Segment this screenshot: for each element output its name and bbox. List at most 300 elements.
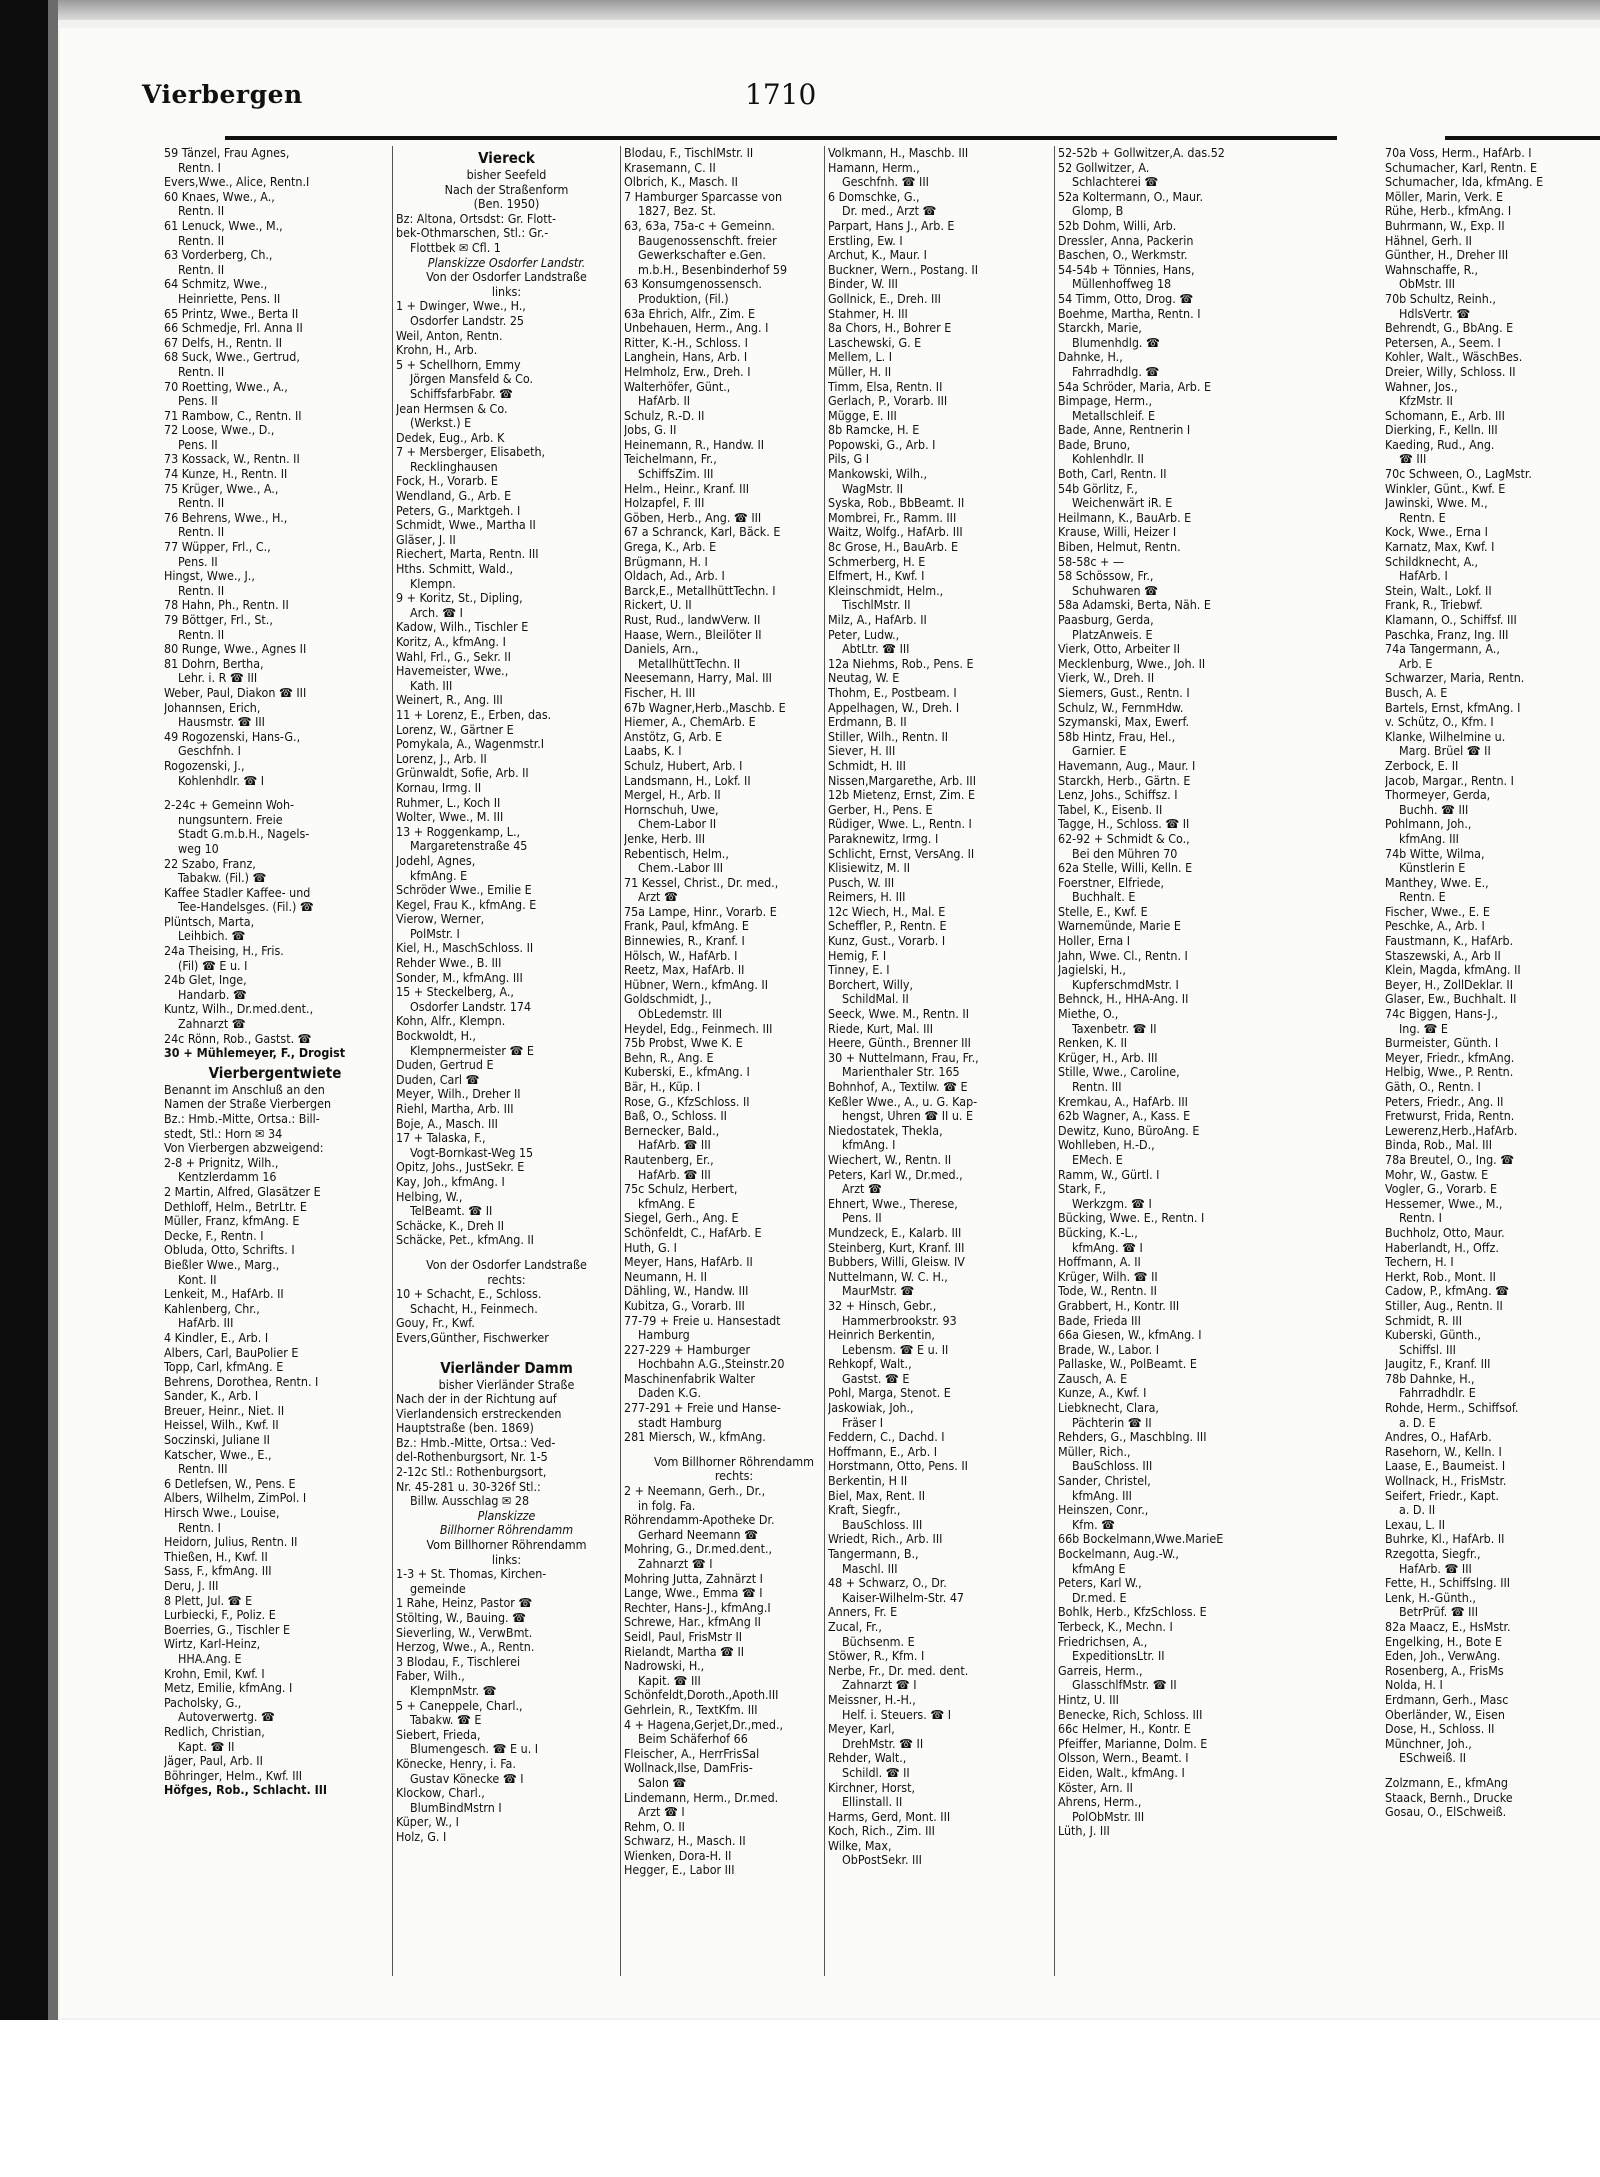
- directory-entry: BauSchloss. III: [842, 1517, 923, 1532]
- directory-entry: Meyer, Hans, HafArb. II: [624, 1255, 753, 1270]
- directory-entry: Maschl. III: [842, 1561, 898, 1576]
- directory-entry: Stölting, W., Bauing. ☎: [396, 1611, 527, 1625]
- directory-entry: 78b Dahnke, H.,: [1385, 1371, 1475, 1386]
- directory-entry: PlatzAnweis. E: [1072, 627, 1153, 642]
- directory-entry: Hochbahn A.G.,Steinstr.20: [638, 1357, 785, 1372]
- directory-entry: Pohl, Marga, Stenot. E: [828, 1386, 951, 1401]
- street-heading: Vierländer Damm: [440, 1358, 573, 1377]
- directory-entry: Dethloff, Helm., BetrLtr. E: [164, 1199, 307, 1214]
- directory-entry: Bz: Altona, Ortsdst: Gr. Flott-: [396, 211, 557, 226]
- directory-entry: Koch, Rich., Zim. III: [828, 1824, 935, 1839]
- directory-entry: Gerber, H., Pens. E: [828, 802, 933, 817]
- directory-entry: Katscher, Wwe., E.,: [164, 1447, 272, 1462]
- directory-entry: Krohn, H., Arb.: [396, 343, 478, 358]
- directory-entry: Blumengesch. ☎ E u. I: [410, 1742, 539, 1757]
- directory-entry: Fretwurst, Frida, Rentn.: [1385, 1109, 1515, 1124]
- directory-entry: Stadt G.m.b.H., Nagels-: [178, 827, 310, 842]
- directory-entry: Hoffmann, E., Arb. I: [828, 1444, 938, 1459]
- directory-entry: 4 + Hagena,Gerjet,Dr.,med.,: [624, 1717, 784, 1732]
- directory-entry: Margaretenstraße 45: [410, 839, 528, 854]
- directory-entry: Tabel, K., Eisenb. II: [1058, 802, 1163, 817]
- scan-margin-bottom: [0, 2020, 1600, 2177]
- directory-entry: in folg. Fa.: [638, 1498, 696, 1513]
- directory-page: [60, 28, 1600, 2018]
- directory-entry: Milz, A., HafArb. II: [828, 613, 927, 627]
- directory-entry: 78 Hahn, Ph., Rentn. II: [164, 598, 289, 613]
- directory-entry: 59 Tänzel, Frau Agnes,: [164, 146, 290, 160]
- directory-entry: Kapit. ☎ III: [638, 1673, 701, 1688]
- directory-entry: 75b Probst, Wwe K. E: [624, 1036, 743, 1051]
- directory-entry: Liebknecht, Clara,: [1058, 1401, 1159, 1416]
- directory-entry: Bz.: Hmb.-Mitte, Ortsa.: Bill-: [164, 1112, 320, 1126]
- column-divider: [1054, 146, 1055, 1976]
- directory-entry: Mecklenburg, Wwe., Joh. II: [1058, 656, 1206, 671]
- directory-entry: Weber, Paul, Diakon ☎ III: [164, 685, 307, 700]
- directory-entry: Schuhwaren ☎: [1072, 583, 1159, 598]
- directory-entry: Klempnermeister ☎ E: [410, 1043, 534, 1058]
- directory-entry: Krüger, H., Arb. III: [1058, 1050, 1158, 1065]
- directory-entry: weg 10: [178, 841, 219, 856]
- directory-entry: Jaskowiak, Joh.,: [828, 1401, 914, 1416]
- directory-entry: Hemig, F. I: [828, 948, 887, 963]
- directory-entry: Anstötz, G, Arb. E: [624, 729, 723, 744]
- directory-entry: Faber, Wilh.,: [396, 1669, 465, 1684]
- directory-entry: 2 Martin, Alfred, Glasätzer E: [164, 1184, 321, 1199]
- directory-entry: Gustav Könecke ☎ I: [410, 1771, 524, 1786]
- directory-entry: Dedek, Eug., Arb. K: [396, 430, 505, 445]
- directory-entry: 5 + Caneppele, Charl.,: [396, 1698, 523, 1713]
- directory-entry: Gollnick, E., Dreh. III: [828, 291, 941, 306]
- directory-entry: Salon ☎: [638, 1775, 687, 1790]
- directory-entry: Fahrradhdlr. E: [1399, 1386, 1476, 1401]
- directory-entry: Klempn.: [410, 576, 456, 591]
- directory-entry: Tode, W., Rentn. II: [1058, 1284, 1157, 1299]
- directory-entry: Lurbiecki, F., Poliz. E: [164, 1608, 276, 1623]
- directory-entry: Osdorfer Landstr. 174: [410, 999, 532, 1014]
- directory-entry: Hausmstr. ☎ III: [178, 715, 265, 730]
- directory-entry: Arb. E: [1399, 656, 1433, 671]
- directory-entry: KupferschmdMstr. I: [1072, 977, 1179, 992]
- directory-entry: Sass, F., kfmAng. III: [164, 1564, 272, 1579]
- directory-entry: Stein, Walt., Lokf. II: [1385, 583, 1492, 598]
- directory-entry: Pacholsky, G.,: [164, 1695, 242, 1710]
- directory-entry: Gehrlein, R., TextKfm. III: [624, 1702, 758, 1717]
- directory-entry: Sieverling, W., VerwBmt.: [396, 1625, 533, 1640]
- directory-entry: bisher Vierländer Straße: [438, 1377, 575, 1392]
- directory-entry: Hegger, E., Labor III: [624, 1863, 735, 1878]
- directory-entry: Bade, Bruno,: [1058, 437, 1131, 452]
- directory-entry: Maschinenfabrik Walter: [624, 1371, 756, 1386]
- directory-entry: [164, 788, 386, 798]
- directory-entry: 76 Behrens, Wwe., H.,: [164, 510, 288, 525]
- directory-entry: bek-Othmarschen, Stl.: Gr.-: [396, 226, 549, 241]
- directory-entry: Arzt ☎ I: [638, 1805, 685, 1820]
- directory-entry: 77 Wüpper, Frl., C.,: [164, 540, 271, 555]
- directory-entry: Elfmert, H., Kwf. I: [828, 569, 925, 584]
- directory-entry: Mellem, L. I: [828, 350, 893, 365]
- directory-entry: Volkmann, H., Maschb. III: [828, 146, 969, 160]
- directory-entry: Münchner, Joh.,: [1385, 1736, 1472, 1751]
- directory-entry: Mügge, E. III: [828, 408, 897, 423]
- directory-entry: PolMstr. I: [410, 926, 460, 941]
- directory-entry: Jagielski, H.,: [1058, 963, 1126, 978]
- directory-entry: Lehr. i. R ☎ III: [178, 671, 258, 686]
- directory-entry: Von Vierbergen abzweigend:: [164, 1141, 324, 1156]
- directory-entry: 58b Hintz, Frau, Hel.,: [1058, 729, 1176, 744]
- directory-entry: SchiffsZim. III: [638, 467, 714, 482]
- directory-entry: [624, 1445, 844, 1455]
- directory-entry: HdlsVertr. ☎: [1399, 306, 1471, 321]
- directory-entry: Bockwoldt, H.,: [396, 1029, 476, 1044]
- directory-entry: Jahn, Wwe. Cl., Rentn. I: [1058, 948, 1188, 963]
- directory-entry: Kohler, Walt., WäschBes.: [1385, 350, 1523, 365]
- directory-entry: Rehders, G., Maschblng. III: [1058, 1430, 1207, 1445]
- directory-entry: 54b Görlitz, F.,: [1058, 481, 1138, 496]
- directory-entry: Holler, Erna I: [1058, 934, 1131, 949]
- directory-entry: Beim Schäferhof 66: [638, 1732, 748, 1747]
- column-2: [396, 146, 617, 1996]
- directory-entry: Krasemann, C. II: [624, 160, 716, 175]
- directory-entry: Soczinski, Juliane II: [164, 1433, 270, 1448]
- directory-entry: Schildl. ☎ II: [842, 1765, 910, 1780]
- directory-entry: Cadow, P., kfmAng. ☎: [1385, 1284, 1510, 1299]
- directory-entry: Jaugitz, F., Kranf. III: [1385, 1357, 1491, 1372]
- directory-entry: kfmAng E: [1072, 1561, 1126, 1576]
- directory-entry: Holz, G. I: [396, 1829, 447, 1844]
- directory-entry: KfzMstr. II: [1399, 394, 1453, 409]
- directory-entry: Günther, H., Dreher III: [1385, 248, 1509, 263]
- directory-entry: Horstmann, Otto, Pens. II: [828, 1459, 968, 1474]
- directory-entry: Andres, O., HafArb.: [1385, 1430, 1492, 1445]
- directory-entry: Fette, H., Schiffslng. III: [1385, 1576, 1511, 1591]
- directory-entry: Vom Billhorner Röhrendamm: [426, 1538, 587, 1553]
- directory-entry: Evers,Wwe., Alice, Rentn.I: [164, 175, 310, 190]
- directory-entry: Heinrich Berkentin,: [828, 1328, 935, 1343]
- directory-entry: 24c Rönn, Rob., Gastst. ☎: [164, 1031, 312, 1046]
- directory-entry: 79 Böttger, Frl., St.,: [164, 613, 273, 627]
- directory-entry: Wollnack,Ilse, DamFris-: [624, 1761, 753, 1776]
- directory-entry: Stelle, E., Kwf. E: [1058, 904, 1148, 919]
- directory-entry: Plüntsch, Marta,: [164, 914, 255, 929]
- directory-entry: 54-54b + Tönnies, Hans,: [1058, 262, 1195, 277]
- directory-entry: Dr.med. E: [1072, 1590, 1127, 1605]
- directory-entry: 71 Rambow, C., Rentn. II: [164, 408, 302, 423]
- directory-entry: Lüth, J. III: [1058, 1824, 1110, 1839]
- directory-entry: bisher Seefeld: [466, 168, 547, 182]
- directory-entry: Fleischer, A., HerrFrisSal: [624, 1746, 760, 1761]
- directory-entry: Terbeck, K., Mechn. I: [1058, 1619, 1173, 1634]
- directory-entry: Künstlerin E: [1399, 861, 1466, 876]
- directory-entry: Berkentin, H II: [828, 1474, 908, 1489]
- directory-entry: Köster, Arn. II: [1058, 1780, 1133, 1795]
- directory-entry: Nach der Straßenform: [444, 182, 569, 197]
- directory-entry: Thohm, E., Postbeam. I: [828, 685, 957, 700]
- column-5: [1058, 146, 1276, 1996]
- directory-entry: 71 Kessel, Christ., Dr. med.,: [624, 875, 779, 890]
- directory-entry: 74b Witte, Wilma,: [1385, 846, 1485, 861]
- directory-entry: Klockow, Charl.,: [396, 1786, 485, 1801]
- directory-entry: Lorenz, W., Gärtner E: [396, 722, 514, 737]
- directory-entry: Kaiser-Wilhelm-Str. 47: [842, 1590, 964, 1605]
- directory-entry: Pens. II: [842, 1211, 882, 1226]
- directory-entry: Nissen,Margarethe, Arb. III: [828, 773, 976, 788]
- directory-entry: Faustmann, K., HafArb.: [1385, 934, 1514, 949]
- directory-entry: Opitz, Johs., JustSekr. E: [396, 1160, 525, 1175]
- directory-entry: Marienthaler Str. 165: [842, 1065, 960, 1080]
- directory-entry: Müller, Rich.,: [1058, 1444, 1131, 1459]
- directory-entry: Erstling, Ew. I: [828, 233, 903, 248]
- directory-entry: Blodau, F., TischlMstr. II: [624, 146, 754, 160]
- directory-entry: Gerlach, P., Vorarb. III: [828, 394, 948, 409]
- directory-entry: Arch. ☎ I: [410, 605, 463, 620]
- directory-entry: Gerhard Neemann ☎: [638, 1527, 759, 1542]
- directory-entry: stedt, Stl.: Horn ✉ 34: [164, 1126, 283, 1141]
- directory-entry: 22 Szabo, Franz,: [164, 856, 256, 871]
- directory-entry: Vierk, W., Dreh. II: [1058, 671, 1155, 686]
- directory-entry: Hauptstraße (ben. 1869): [396, 1421, 534, 1436]
- directory-entry: Klisiewitz, M. II: [828, 861, 911, 876]
- directory-entry: Obluda, Otto, Schrifts. I: [164, 1243, 295, 1258]
- directory-entry: Bz.: Hmb.-Mitte, Ortsa.: Ved-: [396, 1435, 556, 1450]
- directory-entry: Langhein, Hans, Arb. I: [624, 350, 748, 365]
- directory-entry: Hornschuh, Uwe,: [624, 802, 719, 817]
- directory-entry: Laabs, K. I: [624, 744, 682, 759]
- directory-entry: Oberländer, W., Eisen: [1385, 1707, 1505, 1722]
- directory-entry: Autoverwertg. ☎: [178, 1710, 275, 1725]
- directory-entry: 77-79 + Freie u. Hansestadt: [624, 1313, 781, 1328]
- directory-entry: Hintz, U. III: [1058, 1692, 1119, 1707]
- directory-entry: AbtLtr. ☎ III: [842, 642, 910, 657]
- directory-entry: Leihbich. ☎: [178, 929, 246, 944]
- directory-entry: Siegel, Gerh., Ang. E: [624, 1211, 739, 1226]
- directory-entry: Schmidt, R. III: [1385, 1313, 1462, 1328]
- directory-entry: (Fil) ☎ E u. I: [178, 958, 248, 973]
- directory-entry: Feddern, C., Dachd. I: [828, 1430, 945, 1445]
- directory-entry: Sander, K., Arb. I: [164, 1389, 259, 1404]
- directory-entry: Wiechert, W., Rentn. II: [828, 1152, 952, 1167]
- directory-entry: Kohn, Alfr., Klempn.: [396, 1014, 506, 1029]
- directory-entry: Szymanski, Max, Ewerf.: [1058, 715, 1190, 730]
- directory-entry: Rose, G., KfzSchloss. II: [624, 1094, 750, 1109]
- directory-entry: nungsuntern. Freie: [178, 812, 283, 827]
- directory-entry: Mankowski, Wilh.,: [828, 467, 927, 482]
- directory-entry: Dose, H., Schloss. II: [1385, 1722, 1495, 1737]
- directory-entry: 70b Schultz, Reinh.,: [1385, 291, 1496, 306]
- directory-entry: Neumann, H. II: [624, 1269, 707, 1284]
- header-rule: [225, 136, 1337, 140]
- directory-entry: Bade, Anne, Rentnerin I: [1058, 423, 1191, 438]
- directory-entry: Garreis, Herm.,: [1058, 1663, 1143, 1678]
- directory-entry: Schulz, R.-D. II: [624, 408, 705, 423]
- directory-entry: 78a Breutel, O., Ing. ☎: [1385, 1152, 1515, 1167]
- directory-entry: Duden, Gertrud E: [396, 1058, 494, 1073]
- directory-entry: SchildMal. II: [842, 992, 909, 1007]
- directory-entry: [396, 1346, 617, 1356]
- directory-entry: Kirchner, Horst,: [828, 1780, 915, 1795]
- directory-entry: Anners, Fr. E: [828, 1605, 898, 1620]
- directory-entry: Schönfeldt,Doroth.,Apoth.III: [624, 1688, 779, 1703]
- directory-entry: Müller, H. II: [828, 364, 892, 379]
- directory-entry: Pens. II: [178, 554, 218, 569]
- directory-entry: 62a Stelle, Willi, Kelln. E: [1058, 861, 1193, 876]
- directory-entry: Helbing, W.,: [396, 1189, 463, 1204]
- directory-entry: Bockelmann, Aug.-W.,: [1058, 1547, 1179, 1561]
- directory-entry: Nerbe, Fr., Dr. med. dent.: [828, 1663, 969, 1678]
- directory-entry: Jäger, Paul, Arb. II: [164, 1754, 263, 1769]
- directory-entry: Hamann, Herm.,: [828, 160, 920, 175]
- directory-entry: Jacob, Margar., Rentn. I: [1385, 773, 1514, 788]
- directory-entry: Paraknewitz, Irmg. I: [828, 831, 939, 846]
- directory-entry: 12a Niehms, Rob., Pens. E: [828, 656, 974, 671]
- directory-entry: Schmidt, H. III: [828, 758, 906, 773]
- directory-entry: Hths. Schmitt, Wald.,: [396, 562, 514, 577]
- directory-entry: Rentn. III: [178, 1462, 228, 1477]
- directory-entry: Dressler, Anna, Packerin: [1058, 233, 1194, 248]
- directory-entry: Schmidt, Wwe., Martha II: [396, 518, 536, 533]
- directory-entry: Binnewies, R., Kranf. I: [624, 934, 745, 949]
- directory-entry: 48 + Schwarz, O., Dr.: [828, 1576, 947, 1591]
- directory-entry: Geschfnh. ☎ III: [842, 175, 929, 190]
- scan-edge-dark: [0, 0, 48, 2020]
- directory-entry: 7 + Mersberger, Elisabeth,: [396, 445, 546, 460]
- directory-entry: Stahmer, H. III: [828, 306, 908, 321]
- directory-entry: Duden, Carl ☎: [396, 1072, 480, 1087]
- directory-entry: 6 Domschke, G.,: [828, 189, 920, 204]
- directory-entry: HafArb. I: [1399, 569, 1448, 584]
- directory-entry: Waitz, Wolfg., HafArb. III: [828, 525, 963, 540]
- directory-entry: Weinert, R., Ang. III: [396, 693, 503, 708]
- directory-entry: Hölsch, W., HafArb. I: [624, 948, 738, 963]
- directory-entry: Namen der Straße Vierbergen: [164, 1097, 332, 1112]
- column-1: [164, 146, 386, 1996]
- directory-entry: Friedrichsen, A.,: [1058, 1634, 1148, 1649]
- directory-entry: Buhrmann, W., Exp. II: [1385, 218, 1505, 233]
- directory-entry: Breuer, Heinr., Niet. II: [164, 1403, 285, 1418]
- directory-entry: Landsmann, H., Lokf. II: [624, 773, 751, 788]
- directory-entry: Kuntz, Wilh., Dr.med.dent.,: [164, 1002, 314, 1017]
- directory-entry: Gewerkschafter e.Gen.: [638, 248, 766, 263]
- directory-entry: Kraft, Siegfr.,: [828, 1503, 901, 1518]
- directory-entry: SchiffsfarbFabr. ☎: [410, 386, 513, 401]
- directory-entry: Mohring, G., Dr.med.dent.,: [624, 1542, 773, 1557]
- directory-entry: 63 Vorderberg, Ch.,: [164, 248, 273, 263]
- directory-entry: Kunze, A., Kwf. I: [1058, 1386, 1147, 1401]
- directory-entry: Kuberski, Günth.,: [1385, 1328, 1482, 1343]
- directory-entry: 58 Schössow, Fr.,: [1058, 569, 1154, 584]
- directory-entry: Bartels, Ernst, kfmAng. I: [1385, 700, 1521, 715]
- directory-entry: kfmAng. III: [1072, 1488, 1132, 1503]
- directory-entry: Barck,E., MetallhüttTechn. I: [624, 583, 776, 598]
- directory-entry: Erdmann, Gerh., Masc: [1385, 1692, 1509, 1707]
- directory-entry: Stöwer, R., Kfm. I: [828, 1649, 925, 1664]
- directory-entry: Schwarz, H., Masch. II: [624, 1834, 746, 1849]
- directory-entry: HafArb. II: [638, 394, 691, 409]
- directory-entry: Bei den Mühren 70: [1072, 846, 1178, 861]
- directory-entry: Helf. i. Steuers. ☎ I: [842, 1707, 952, 1722]
- directory-entry: Heinriette, Pens. II: [178, 291, 281, 306]
- directory-entry: Pens. II: [178, 437, 218, 452]
- directory-entry: Riehl, Martha, Arb. III: [396, 1102, 514, 1116]
- directory-entry: Rechter, Hans-J., kfmAng.I: [624, 1600, 771, 1615]
- directory-entry: Boehme, Martha, Rentn. I: [1058, 306, 1201, 321]
- directory-entry: Havemann, Aug., Maur. I: [1058, 758, 1196, 773]
- directory-entry: 67b Wagner,Herb.,Maschb. E: [624, 700, 786, 715]
- directory-entry: kfmAng. E: [638, 1196, 696, 1211]
- directory-entry: Zucal, Fr.,: [828, 1619, 882, 1634]
- directory-entry: Kock, Wwe., Erna I: [1385, 525, 1488, 540]
- directory-entry: Lewerenz,Herb.,HafArb.: [1385, 1123, 1518, 1138]
- directory-entry: Pils, G I: [828, 452, 869, 467]
- directory-entry: Staszewski, A., Arb II: [1385, 948, 1501, 963]
- directory-entry: Erdmann, B. II: [828, 715, 907, 730]
- directory-entry: Peters, Karl W.,: [1058, 1576, 1142, 1591]
- directory-entry: 70 Roetting, Wwe., A.,: [164, 379, 288, 394]
- directory-entry: Hessemer, Wwe., M.,: [1385, 1196, 1503, 1211]
- directory-entry: 75c Schulz, Herbert,: [624, 1182, 738, 1197]
- directory-entry: Laase, E., Baumeist. I: [1385, 1459, 1506, 1474]
- directory-entry: Heilmann, K., BauArb. E: [1058, 510, 1192, 525]
- directory-entry: Krüger, Wilh. ☎ II: [1058, 1269, 1158, 1284]
- directory-entry: Müller, Franz, kfmAng. E: [164, 1214, 300, 1229]
- directory-entry: 64 Schmitz, Wwe.,: [164, 277, 268, 292]
- directory-entry: Schäcke, K., Dreh II: [396, 1218, 505, 1233]
- directory-entry: Brügmann, H. I: [624, 554, 708, 569]
- directory-entry: Winkler, Günt., Kwf. E: [1385, 481, 1506, 496]
- directory-entry: 81 Dohrn, Bertha,: [164, 656, 264, 671]
- directory-entry: Stiller, Aug., Rentn. II: [1385, 1298, 1503, 1313]
- directory-entry: Parpart, Hans J., Arb. E: [828, 218, 955, 233]
- directory-entry: Behrens, Dorothea, Rentn. I: [164, 1374, 319, 1389]
- directory-entry: Haberlandt, H., Offz.: [1385, 1240, 1499, 1255]
- directory-entry: Tinney, E. I: [828, 963, 890, 978]
- directory-entry: links:: [491, 284, 522, 299]
- directory-entry: HafArb. ☎ III: [638, 1167, 711, 1182]
- directory-entry: Harms, Gerd, Mont. III: [828, 1809, 951, 1824]
- directory-entry: Ruhmer, L., Koch II: [396, 795, 501, 810]
- directory-entry: ExpeditionsLtr. II: [1072, 1649, 1165, 1664]
- directory-entry: Dreier, Willy, Schloss. II: [1385, 364, 1516, 379]
- directory-entry: Neesemann, Harry, Mal. III: [624, 671, 772, 686]
- directory-entry: Redlich, Christian,: [164, 1724, 265, 1739]
- directory-entry: Jean Hermsen & Co.: [396, 401, 508, 416]
- directory-entry: Meyer, Friedr., kfmAng.: [1385, 1050, 1515, 1065]
- directory-entry: Wendland, G., Arb. E: [396, 489, 512, 504]
- directory-entry: Steinberg, Kurt, Kranf. III: [828, 1240, 965, 1255]
- directory-entry: Binda, Rob., Mal. III: [1385, 1138, 1492, 1153]
- directory-entry: Biel, Max, Rent. II: [828, 1488, 926, 1503]
- directory-entry: Gastst. ☎ E: [842, 1371, 910, 1386]
- directory-entry: Buchholz, Otto, Maur.: [1385, 1225, 1505, 1240]
- directory-entry: Lenkeit, M., HafArb. II: [164, 1287, 284, 1302]
- directory-entry: EMech. E: [1072, 1152, 1123, 1167]
- directory-entry: 62-92 + Schmidt & Co.,: [1058, 831, 1190, 846]
- directory-entry: Starckh, Marie,: [1058, 321, 1142, 336]
- directory-entry: Timm, Elsa, Rentn. II: [828, 379, 943, 394]
- directory-entry: Dr. med., Arzt ☎: [842, 204, 937, 219]
- directory-entry: Scheffler, P., Rentn. E: [828, 919, 947, 934]
- directory-entry: Borchert, Willy,: [828, 977, 914, 992]
- directory-entry: Hiemer, A., ChemArb. E: [624, 715, 756, 730]
- directory-entry: Göben, Herb., Ang. ☎ III: [624, 510, 762, 525]
- directory-entry: Paasburg, Gerda,: [1058, 613, 1154, 627]
- directory-entry: 30 + Nuttelmann, Frau, Fr.,: [828, 1050, 979, 1065]
- directory-entry: Grabbert, H., Kontr. III: [1058, 1298, 1180, 1313]
- directory-entry: 281 Miersch, W., kfmAng.: [624, 1430, 766, 1445]
- directory-entry: ESchweiß. II: [1399, 1751, 1467, 1766]
- directory-entry: Behnck, H., HHA-Ang. II: [1058, 992, 1189, 1007]
- directory-entry: Metz, Emilie, kfmAng. I: [164, 1681, 293, 1696]
- directory-entry: Bohnhof, A., Textilw. ☎ E: [828, 1080, 968, 1094]
